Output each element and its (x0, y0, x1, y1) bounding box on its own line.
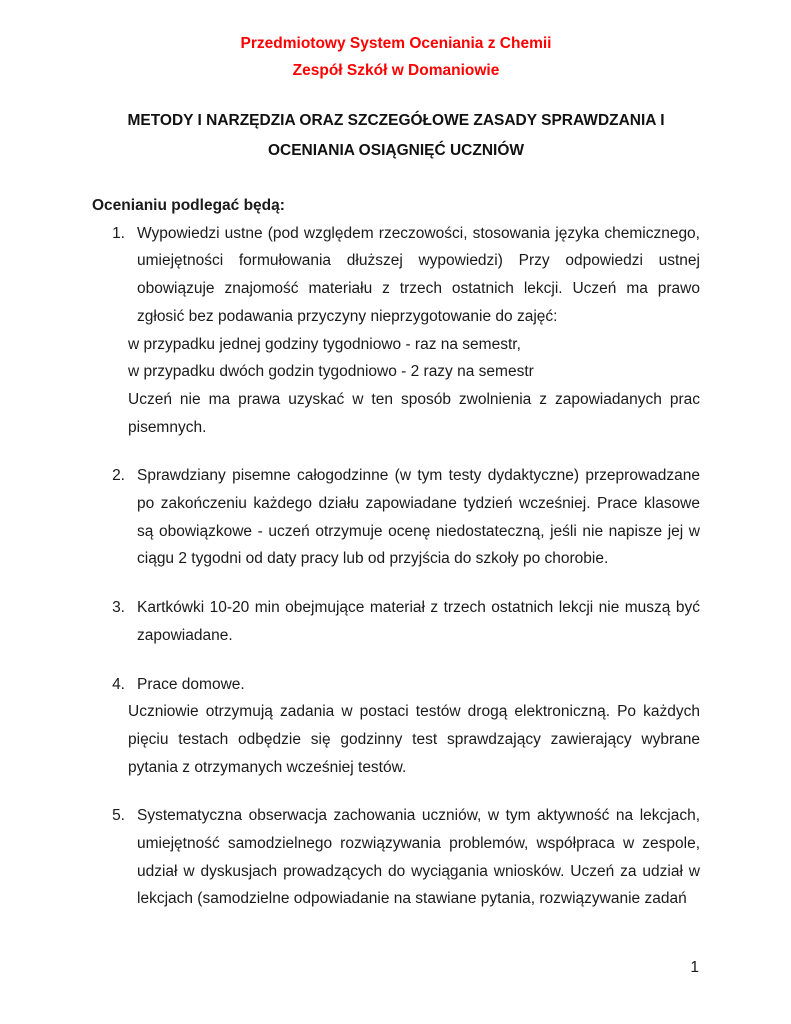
paragraph: w przypadku dwóch godzin tygodniowo - 2 razy na semestr (128, 363, 534, 381)
document-header (92, 30, 700, 84)
list-item-number: 4. (112, 675, 125, 693)
assessment-rules-list (92, 220, 700, 913)
paragraph: Prace domowe. (137, 675, 245, 693)
list-intro-heading: Ocenianiu podlegać będą: (92, 197, 285, 214)
paragraph: Uczeń nie ma prawa uzyskać w ten sposób zwolnienia z zapowiadanych prac pisemnych. (128, 390, 700, 436)
list-item (112, 220, 700, 442)
paragraph: w przypadku jednej godziny tygodniowo - raz na semestr, (128, 335, 521, 353)
paragraph: Uczniowie otrzymują zadania w postaci testów drogą elektroniczną. Po każdych pięciu testach odbędzie się godzinny test sprawdzający zawierający wybrane pytania z otrzymanych wcześniej testów. (128, 703, 700, 776)
page-number: 1 (690, 959, 699, 976)
list-item-number: 2. (112, 467, 125, 485)
section-title (92, 106, 700, 166)
list-item-number: 3. (112, 599, 125, 617)
school-name: Zespół Szkół w Domaniowie (292, 62, 500, 79)
paragraph: Wypowiedzi ustne (pod względem rzeczowości, stosowania języka chemicznego, umiejętności formułowania dłuższej wypowiedzi) Przy odpowiedzi ustnej obowiązuje znajomość materiału z trzech ostatnich lekcji. Uczeń ma prawo zgłosić bez podawania przyczyny nieprzygotowanie do zajęć: (137, 224, 700, 325)
list-item (112, 462, 700, 573)
list-item-number: 5. (112, 807, 125, 825)
list-item (112, 802, 700, 913)
list-item (112, 594, 700, 649)
list-item-number: 1. (112, 224, 125, 242)
paragraph: Sprawdziany pisemne całogodzinne (w tym testy dydaktyczne) przeprowadzane po zakończeniu każdego działu zapowiadane tydzień wcześniej. Prace klasowe są obowiązkowe - uczeń otrzymuje ocenę niedostateczną, jeśli nie napisze jej w ciągu 2 tygodni od daty pracy lub od przyjścia do szkoły po chorobie. (137, 467, 700, 568)
paragraph: Kartkówki 10-20 min obejmujące materiał z trzech ostatnich lekcji nie muszą być zapowiadane. (137, 599, 700, 644)
list-item (112, 671, 700, 782)
paragraph: Systematyczna obserwacja zachowania uczniów, w tym aktywność na lekcjach, umiejętność samodzielnego rozwiązywania problemów, współpraca w zespole, udział w dyskusjach prowadzących do wyciągania wniosków. Uczeń za udział w lekcjach (samodzielne odpowiadanie na stawiane pytania, rozwiązywanie zadań (137, 807, 700, 908)
section-title-line-1: METODY I NARZĘDZIA ORAZ SZCZEGÓŁOWE ZASADY SPRAWDZANIA I (127, 112, 665, 129)
document-subject-title: Przedmiotowy System Oceniania z Chemii (240, 35, 552, 52)
section-title-line-2: OCENIANIA OSIĄGNIĘĆ UCZNIÓW (267, 142, 525, 159)
